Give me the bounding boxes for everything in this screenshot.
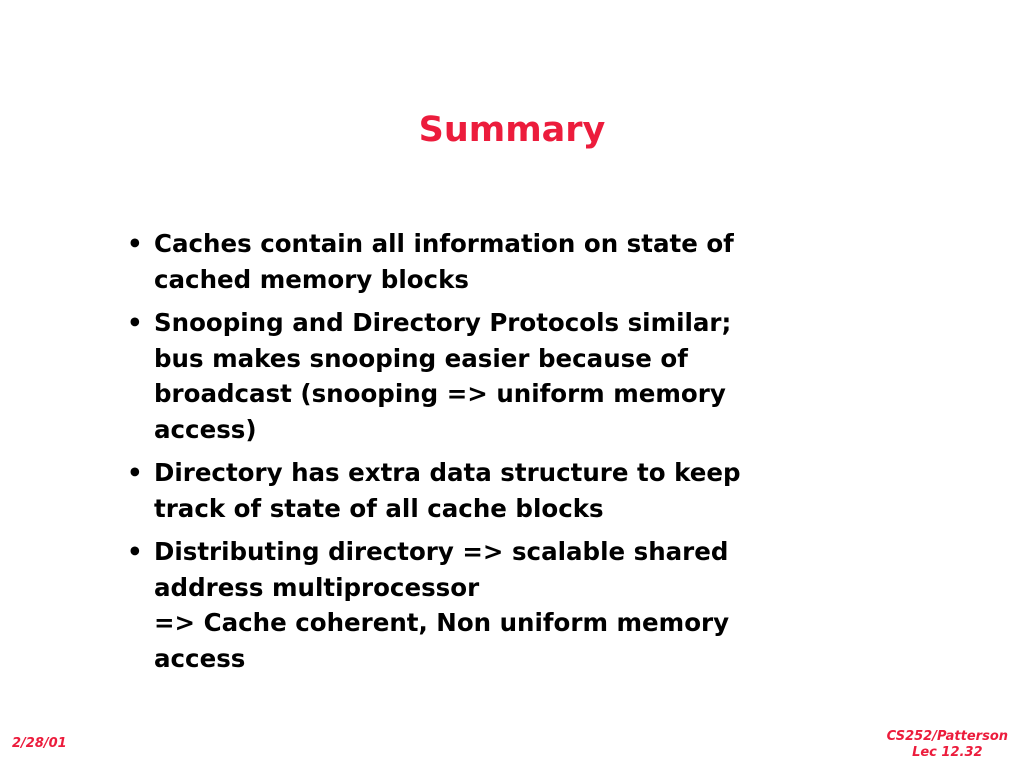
bullet-text-line: access <box>154 643 246 673</box>
bullet-text-line: Snooping and Directory Protocols similar; <box>154 308 732 337</box>
bullet-text-line: Caches contain all information on state of <box>154 229 734 258</box>
bullet-item-directory <box>127 455 907 526</box>
bullet-list <box>127 226 907 684</box>
bullet-text-line: => Cache coherent, Non uniform memory <box>154 608 730 637</box>
bullet-item-distributing <box>127 534 907 676</box>
bullet-text-line: Distributing directory => scalable shared <box>154 537 729 566</box>
slide-title: Summary <box>418 110 606 150</box>
bullet-text-line: cached memory blocks <box>154 264 469 294</box>
bullet-text-line: bus makes snooping easier because of <box>154 343 688 373</box>
bullet-text-line: broadcast (snooping => uniform memory <box>154 379 726 408</box>
bullet-item-snooping <box>127 305 907 447</box>
footer-lecture: Lec 12.32 <box>912 745 983 760</box>
bullet-icon: • <box>127 308 143 337</box>
bullet-text-line: track of state of all cache blocks <box>154 493 604 523</box>
footer-course-info <box>887 729 1008 761</box>
bullet-text-line: access) <box>154 414 257 444</box>
bullet-text-line: Directory has extra data structure to keep <box>154 458 741 487</box>
bullet-item-caches <box>127 226 907 297</box>
bullet-icon: • <box>127 537 143 566</box>
bullet-text-line: address multiprocessor <box>154 572 480 602</box>
bullet-icon: • <box>127 229 143 258</box>
footer-date: 2/28/01 <box>12 736 67 751</box>
bullet-icon: • <box>127 458 143 487</box>
footer-course: CS252/Patterson <box>886 729 1008 744</box>
